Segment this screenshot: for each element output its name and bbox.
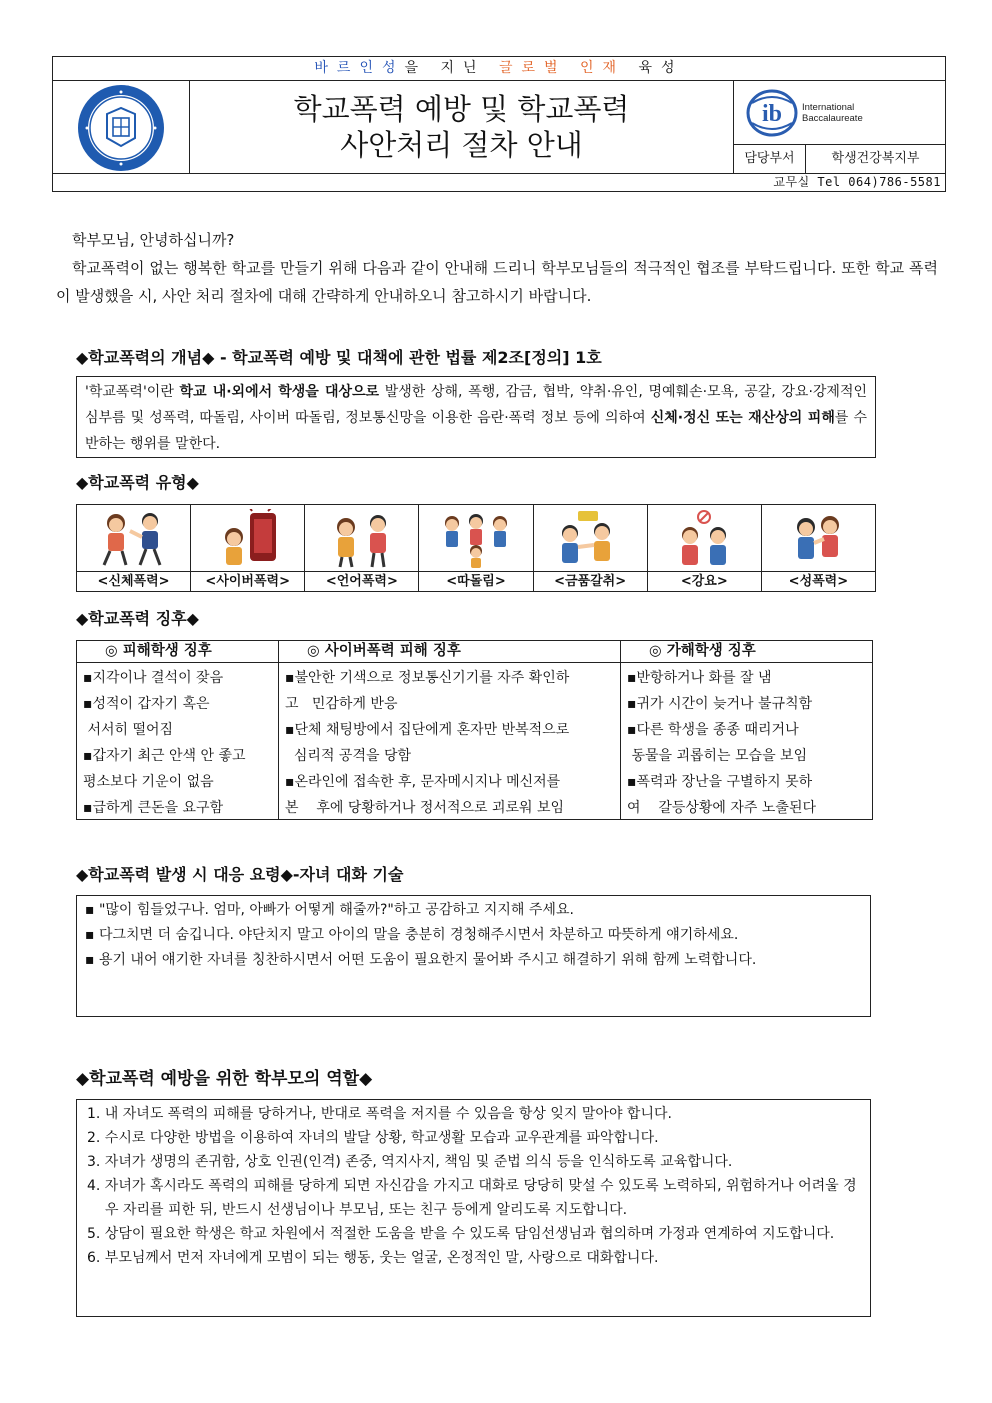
ib-line-1: International [802,102,855,113]
type-verbal [305,505,419,591]
department-value: 학생건강복지부 [831,151,920,166]
list-item: 2. 수시로 다양한 방법을 이용하여 자녀의 발달 상황, 학교생활 모습과 교우관계를 파악합니다. [87,1130,659,1146]
list-item: 본 후에 당황하거나 정서적으로 괴로워 보임 [285,800,565,816]
violence-types-table [76,504,876,592]
verbal-violence-illustration-icon [322,509,402,569]
list-item: 3. 자녀가 생명의 존귀함, 상호 인권(인격) 존중, 역지사지, 책임 및 준법 의식 등을 인식하도록 교육합니다. [87,1154,733,1170]
type-sexual [762,505,875,591]
intro-body: 학교폭력이 없는 행복한 학교를 만들기 위해 다음과 같이 안내해 드리니 학부모님들의 적극적인 협조를 부탁드립니다. 또한 학교 폭력이 발생했을 시, 사안 처리 절차에 대해 간략하게 안내하오니 참고하시기 바랍니다. [56,259,938,305]
signs-header-victim: ◎ 피해학생 징후 [77,641,279,662]
document-title [190,81,734,174]
school-logo [53,81,190,174]
concept-text-1: '학교폭력'이란 [85,384,180,400]
list-item: ▪갑자기 최근 안색 안 좋고 [83,748,246,764]
list-item: 고 민감하게 반응 [285,696,398,712]
motto-red-text: 글로벌 인재 [499,60,626,76]
ostracism-illustration-icon [436,509,516,569]
type-ostracism [419,505,533,591]
type-label-ostracism: <따돌림> [419,571,532,591]
intro-section [56,226,938,310]
department-row [734,144,945,174]
list-item: 서서히 떨어짐 [83,722,174,738]
list-item: ▪불안한 기색으로 정보통신기기를 자주 확인하 [285,670,570,686]
type-label-coercion: <강요> [648,571,761,591]
list-item: 동물을 괴롭히는 모습을 보임 [627,748,808,764]
contact-phone: 교무실 Tel 064)786-5581 [53,173,945,191]
list-item: ▪반항하거나 화를 잘 냄 [627,670,772,686]
response-title: ◆학교폭력 발생 시 대응 요령◆-자녀 대화 기술 [76,865,404,884]
type-label-sexual: <성폭력> [762,571,875,591]
sexual-violence-illustration-icon [778,509,858,569]
greeting: 학부모님, 안녕하십니까? [72,231,235,249]
list-item: ▪ "많이 힘들었구나. 엄마, 아빠가 어떻게 해줄까?"하고 공감하고 지지해 주세요. [85,902,574,918]
signs-title: ◆학교폭력 징후◆ [76,609,199,628]
list-item: ▪귀가 시간이 늦거나 불규칙함 [627,696,813,712]
concept-text-3: 를 수반하는 행위를 말한다. [85,410,867,452]
list-item: ▪폭력과 장난을 구별하지 못하 [627,774,813,790]
type-cyber [191,505,305,591]
list-item: ▪성적이 갑자기 혹은 [83,696,210,712]
title-line-1: 학교폭력 예방 및 학교폭력 [293,92,630,126]
concept-definition [76,376,876,458]
signs-header-offender: ◎ 가해학생 징후 [649,643,756,659]
list-item: ▪급하게 큰돈을 요구함 [83,800,224,816]
concept-title: ◆학교폭력의 개념◆ - 학교폭력 예방 및 대책에 관한 법률 제2조[정의] 1호 [76,348,602,367]
list-item: ▪단체 채팅방에서 집단에게 혼자만 반복적으로 [285,722,570,738]
type-extortion [534,505,648,591]
department-label: 담당부서 [734,145,806,174]
ib-line-2: Baccalaureate [802,113,863,124]
coercion-illustration-icon [664,509,744,569]
ib-wordmark [802,102,863,124]
concept-text-2: 발생한 상해, 폭행, 감금, 협박, 약취·유인, 명예훼손·모욕, 공갈, 강요·강제적인 심부름 및 성폭력, 따돌림, 사이버 따돌림, 정보통신망을 이용한 음란·폭력 정보 등에 의하여 [85,384,868,426]
offender-signs-list [621,663,872,819]
motto-end-text: 육성 [638,60,684,76]
list-item: ▪온라인에 접속한 후, 문자메시지나 메신저를 [285,774,561,790]
title-line-2: 사안처리 절차 안내 [340,128,583,162]
cyber-signs-list [279,663,621,819]
physical-violence-illustration-icon [94,509,174,569]
ib-panel [734,81,945,174]
type-coercion [648,505,762,591]
list-item: ▪ 다그치면 더 숨깁니다. 야단치지 말고 아이의 말을 충분히 경청해주시면서 차분하고 따뜻하게 얘기하세요. [85,927,739,943]
signs-header-cyber: ◎ 사이버폭력 피해 징후 [279,641,621,662]
ib-globe-icon [746,89,798,137]
intro-paragraph [56,254,938,310]
list-item: 6. 부모님께서 먼저 자녀에게 모범이 되는 행동, 웃는 얼굴, 온정적인 말, 사랑으로 대화합니다. [87,1250,659,1266]
signs-table [76,640,873,820]
list-item: 4. 자녀가 혹시라도 폭력의 피해를 당하게 되면 자신감을 가지고 대화로 당당히 맞설 수 있도록 노력하되, 위험하거나 어려울 경우 자리를 피한 뒤, 반드시 선생님이나 부모님, 또는 친구 등에게 알리도록 지도합니다. [87,1178,857,1218]
concept-bold-1: 학교 내·외에서 학생을 대상으로 [179,384,380,400]
letterhead [52,56,946,192]
response-box [76,895,871,1017]
list-item: ▪지각이나 결석이 잦음 [83,670,224,686]
victim-signs-list [77,663,279,819]
list-item: 5. 상담이 필요한 학생은 학교 차원에서 적절한 도움을 받을 수 있도록 담임선생님과 협의하며 가정과 연계하여 지도합니다. [87,1226,835,1242]
school-motto [53,57,945,81]
roles-title: ◆학교폭력 예방을 위한 학부모의 역할◆ [76,1069,373,1089]
ib-logo [746,89,863,137]
list-item: 1. 내 자녀도 폭력의 피해를 당하거나, 반대로 폭력을 저지를 수 있음을 항상 잊지 말아야 합니다. [87,1106,672,1122]
type-label-verbal: <언어폭력> [305,571,418,591]
svg-text:ib: ib [762,101,783,127]
signs-header-row [77,641,872,663]
list-item: 평소보다 기운이 없음 [83,774,214,790]
types-title: ◆학교폭력 유형◆ [76,473,199,492]
list-item: ▪다른 학생을 종종 때리거나 [627,722,799,738]
signs-body-row [77,663,872,819]
school-emblem-icon [75,82,167,174]
motto-blue-text: 바르인성 [314,60,405,76]
motto-mid-text: 을 지닌 [404,60,486,76]
type-label-physical: <신체폭력> [77,571,190,591]
concept-bold-2: 신체·정신 또는 재산상의 피해 [650,410,835,426]
type-physical [77,505,191,591]
list-item: 여 갈등상황에 자주 노출된다 [627,800,816,816]
cyber-violence-illustration-icon [208,509,288,569]
roles-box [76,1099,871,1317]
list-item: ▪ 용기 내어 얘기한 자녀를 칭찬하시면서 어떤 도움이 필요한지 물어봐 주시고 해결하기 위해 함께 노력합니다. [85,952,757,968]
list-item: 심리적 공격을 당함 [285,748,411,764]
type-label-extortion: <금품갈취> [534,571,647,591]
type-label-cyber: <사이버폭력> [191,571,304,591]
extortion-illustration-icon [550,509,630,569]
